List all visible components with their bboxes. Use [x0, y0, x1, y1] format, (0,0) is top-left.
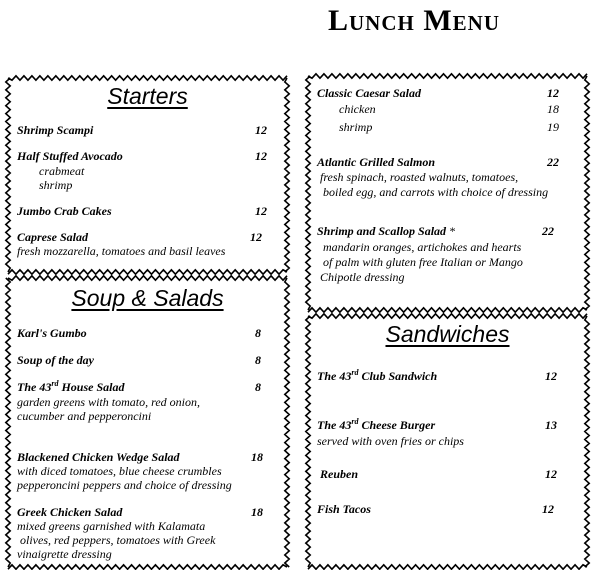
menu-item: Fish Tacos 12 [317, 502, 554, 516]
menu-item: Greek Chicken Salad 18 [17, 505, 263, 519]
item-option: chicken 18 [339, 102, 559, 116]
sandwiches-section [305, 313, 590, 570]
item-option: crabmeat [39, 164, 85, 178]
item-description: with diced tomatoes, blue cheese crumbles [17, 464, 222, 478]
section-heading: Soup & Salads [71, 285, 224, 311]
starters-section [5, 75, 290, 275]
item-description: fresh spinach, roasted walnuts, tomatoes, [317, 170, 519, 184]
menu-item: Caprese Salad 12 [17, 230, 262, 244]
menu-item: Soup of the day 8 [17, 353, 261, 367]
item-option: shrimp [39, 178, 73, 192]
item-description: vinaigrette dressing [17, 547, 112, 561]
item-description: pepperoncini peppers and choice of dressing [17, 478, 232, 492]
menu-item: Blackened Chicken Wedge Salad 18 [17, 450, 263, 464]
item-description: of palm with gluten free Italian or Mango [317, 255, 523, 269]
menu-item: The 43rd Club Sandwich 12 [317, 368, 557, 383]
item-description: fresh mozzarella, tomatoes and basil leaves [17, 244, 226, 258]
menu-item: Reuben 12 [317, 467, 557, 481]
menu-item: Classic Caesar Salad 12 [317, 86, 559, 100]
salads-entrees-section [305, 73, 590, 313]
menu-item: Shrimp Scampi 12 [17, 123, 267, 137]
item-description: mixed greens garnished with Kalamata [17, 519, 206, 533]
soup-salads-section [5, 275, 290, 570]
item-description: served with oven fries or chips [317, 434, 464, 448]
menu-item: The 43rd House Salad 8 [17, 379, 261, 394]
menu-item: Atlantic Grilled Salmon 22 [317, 155, 559, 169]
item-description: boiled egg, and carrots with choice of dressing [317, 185, 549, 199]
menu-item: The 43rd Cheese Burger 13 [317, 417, 557, 432]
item-description: garden greens with tomato, red onion, [17, 395, 200, 409]
menu-item: Half Stuffed Avocado 12 [17, 149, 267, 163]
item-option: shrimp 19 [339, 120, 559, 134]
item-description: mandarin oranges, artichokes and hearts [317, 240, 522, 254]
item-description: Chipotle dressing [317, 270, 405, 284]
menu-title: Lunch Menu [328, 4, 500, 37]
item-description: cucumber and pepperoncini [17, 409, 152, 423]
section-heading: Sandwiches [385, 321, 510, 347]
item-description: olives, red peppers, tomatoes with Greek [17, 533, 216, 547]
menu-item: Karl's Gumbo 8 [17, 326, 261, 340]
menu-item: Shrimp and Scallop Salad * 22 [317, 224, 554, 238]
menu-item: Jumbo Crab Cakes 12 [17, 204, 267, 218]
section-heading: Starters [107, 83, 188, 109]
